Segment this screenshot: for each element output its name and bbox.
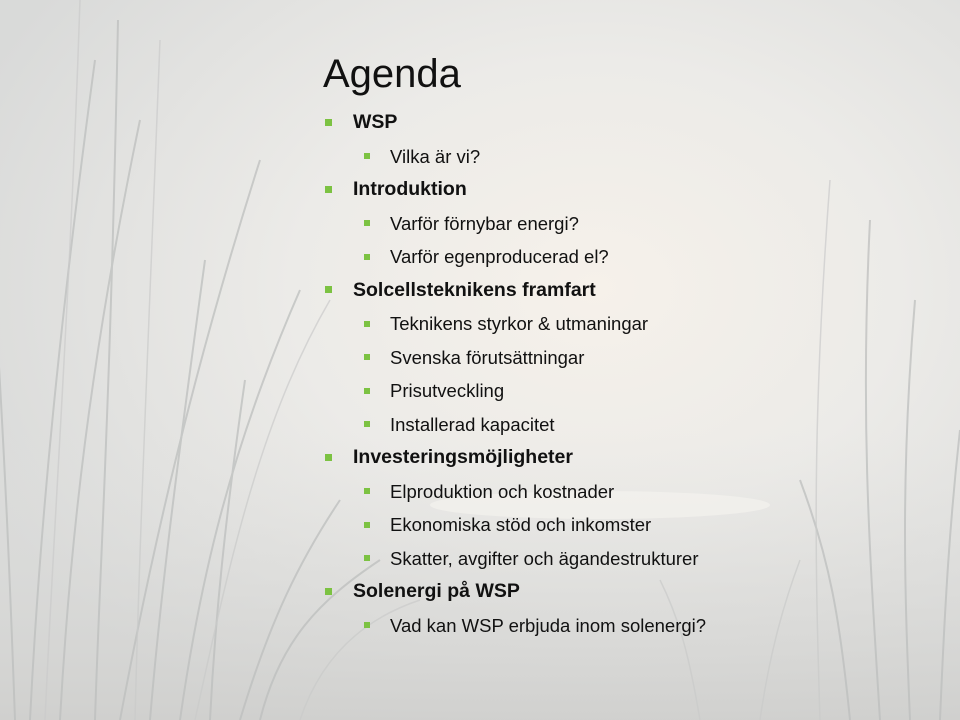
square-bullet-icon: [325, 588, 332, 595]
square-bullet-icon: [364, 522, 370, 528]
agenda-item-text: Vilka är vi?: [390, 145, 481, 167]
square-bullet-icon: [325, 186, 332, 193]
square-bullet-icon: [364, 354, 370, 360]
agenda-subitem: [322, 341, 942, 375]
square-bullet-icon: [364, 555, 370, 561]
square-bullet-icon: [364, 388, 370, 394]
agenda-item-text: Installerad kapacitet: [390, 413, 555, 435]
agenda-subitem: [322, 307, 942, 341]
agenda-item-text: Skatter, avgifter och ägandestrukturer: [390, 547, 699, 569]
square-bullet-icon: [364, 254, 370, 260]
agenda-item-text: Investeringsmöjligheter: [353, 446, 573, 468]
square-bullet-icon: [364, 622, 370, 628]
agenda-subitem: [322, 508, 942, 542]
agenda-item-text: Varför egenproducerad el?: [390, 246, 609, 267]
agenda-item: [322, 575, 942, 609]
agenda-subitem: [322, 475, 942, 509]
square-bullet-icon: [325, 454, 332, 461]
square-bullet-icon: [364, 220, 370, 226]
agenda-item-text: Solcellsteknikens framfart: [353, 278, 596, 301]
agenda-item-text: Svenska förutsättningar: [390, 346, 585, 368]
agenda-subitem: [322, 609, 942, 643]
slide-title: Agenda: [323, 52, 461, 96]
agenda-item: [322, 441, 942, 475]
agenda-subitem: [322, 408, 942, 442]
square-bullet-icon: [325, 119, 332, 126]
agenda-subitem: [322, 140, 942, 174]
agenda-item-text: Teknikens styrkor & utmaningar: [390, 313, 649, 334]
agenda-item-text: Solenergi på WSP: [353, 580, 520, 602]
agenda-item: [322, 173, 942, 207]
square-bullet-icon: [364, 153, 370, 159]
square-bullet-icon: [364, 321, 370, 327]
square-bullet-icon: [364, 488, 370, 494]
square-bullet-icon: [325, 286, 332, 293]
agenda-subitem: [322, 207, 942, 241]
agenda-item-text: Vad kan WSP erbjuda inom solenergi?: [390, 614, 707, 636]
agenda-item-text: WSP: [353, 111, 398, 133]
agenda-item-text: Elproduktion och kostnader: [390, 480, 615, 502]
agenda-item-text: Prisutveckling: [390, 380, 505, 401]
agenda-item-text: Ekonomiska stöd och inkomster: [390, 514, 652, 535]
agenda-subitem: [322, 542, 942, 576]
agenda-item: [322, 274, 942, 308]
square-bullet-icon: [364, 421, 370, 427]
agenda-subitem: [322, 240, 942, 274]
agenda-list: [322, 106, 942, 642]
agenda-item-text: Introduktion: [353, 178, 467, 200]
agenda-subitem: [322, 374, 942, 408]
agenda-item: [322, 106, 942, 140]
agenda-item-text: Varför förnybar energi?: [390, 212, 579, 234]
